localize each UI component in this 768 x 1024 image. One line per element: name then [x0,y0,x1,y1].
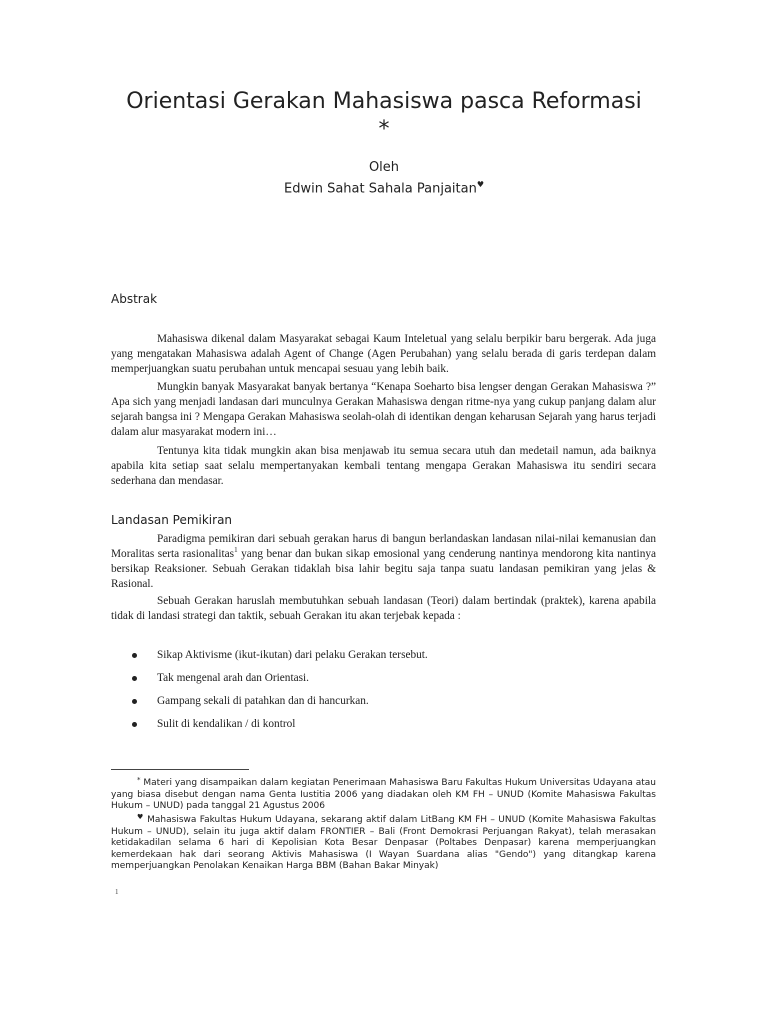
abstract-heading: Abstrak [111,292,158,306]
list-item [130,671,428,694]
footnote-divider [111,769,249,770]
bullet-icon [132,699,137,704]
landasan-paragraph-1 [111,532,656,592]
bullet-icon [132,653,137,658]
bullet-icon [132,676,137,681]
list-item [130,648,428,671]
footnote-mark: * [137,776,141,784]
abstract-paragraph-2: Mungkin banyak Masyarakat banyak bertanya “Kenapa Soeharto bisa lengser dengan Gerakan Mahasiswa ?” Apa sich yang menjadi landasan dari munculnya Gerakan Mahasiswa dengan ritme-nya yang cukup panjang dalam alur sejarah bangsa ini ? Mengapa Gerakan Mahasiswa seolah-olah di identikan dengan keharusan Sejarah yang harus terjadi dalam alur masyarakat modern ini… [111,381,656,438]
footnote-stray-mark: 1 [115,888,119,896]
landasan-paragraph-2: Sebuah Gerakan haruslah membutuhkan sebuah landasan (Teori) dalam bertindak (praktek), karena apabila tidak di landasi strategi dan taktik, sebuah Gerakan itu akan terjebak kepada : [111,595,656,622]
footnote-mark: ♥ [137,813,144,821]
title-footnote-mark: * [378,117,390,142]
list-item-text: Sulit di kendalikan / di kontrol [157,718,296,730]
document-title [100,88,668,144]
list-item-text: Tak mengenal arah dan Orientasi. [157,672,309,684]
bullet-icon [132,722,137,727]
footnote-ref-1: 1 [234,546,238,555]
footnote-1 [111,775,656,813]
landasan-heading: Landasan Pemikiran [111,513,233,527]
abstract-paragraph-1: Mahasiswa dikenal dalam Masyarakat sebagai Kaum Inteletual yang selalu berpikir baru bergerak. Ada juga yang mengatakan Mahasiswa adalah Agent of Change (Agen Perubahan) yang selalu berada di garis terdepan dalam memperjuangkan suatu perubahan untuk mencapai sesuau yang lebih baik. [111,333,656,375]
footnote-2 [111,812,656,873]
footnote-text: Mahasiswa Fakultas Hukum Udayana, sekarang aktif dalam LitBang KM FH – UNUD (Komite Mahasiswa Fakultas Hukum – UNUD), selain itu juga aktif dalam FRONTIER – Bali (Front Demokrasi Perjuangan Rakyat), telah merasakan ketidakadilan selama 6 hari di Kepolisian Kota Besar Denpasar (Poltabes Denpasar) karena memperjuangkan kemerdekaan hak dari seorang Aktivis Mahasiswa (I Wayan Suardana alias "Gendo") yang ditangkap karena memperjuangkan Penolakan Kenaikan Harga BBM (Bahan Bakar Minyak) [111,815,656,871]
footnote-text: Materi yang disampaikan dalam kegiatan Penerimaan Mahasiswa Baru Fakultas Hukum Universitas Udayana atau yang biasa disebut dengan nama Genta Iustitia 2006 yang diadakan oleh KM FH – UNUD (Komite Mahasiswa Fakultas Hukum – UNUD) pada tanggal 21 Agustus 2006 [111,778,656,811]
list-item-text: Gampang sekali di patahkan dan di hancurkan. [157,695,369,707]
landasan-p1-before: Paradigma pemikiran dari sebuah gerakan harus di bangun berlandaskan landasan nilai-nilai kemanusian dan Moralitas serta rasionalitas [111,533,656,560]
landasan-p1-after: yang benar dan bukan sikap emosional yang cenderung nantinya mendorong kita nantinya bersikap Reaksioner. Sebuah Gerakan tidaklah bisa lahir begitu saja tanpa suatu landasan pemikiran yang jelas & Rasional. [111,548,657,590]
list-item-text: Sikap Aktivisme (ikut-ikutan) dari pelaku Gerakan tersebut. [157,649,428,661]
list-item [130,717,428,740]
abstract-paragraph-3: Tentunya kita tidak mungkin akan bisa menjawab itu semua secara utuh dan medetail namun, ada baiknya apabila kita setiap saat selalu mempertanyakan kembali tentang mengapa Gerakan Mahasiswa itu sendiri secara sederhana dan mendasar. [111,445,656,487]
title-text: Orientasi Gerakan Mahasiswa pasca Reformasi [126,89,642,114]
author-footnote-mark: ♥ [476,180,484,189]
bullet-list [130,648,428,740]
list-item [130,694,428,717]
author-text: Edwin Sahat Sahala Panjaitan [284,181,477,197]
byline-label: Oleh [368,160,400,175]
author-name [100,180,668,196]
